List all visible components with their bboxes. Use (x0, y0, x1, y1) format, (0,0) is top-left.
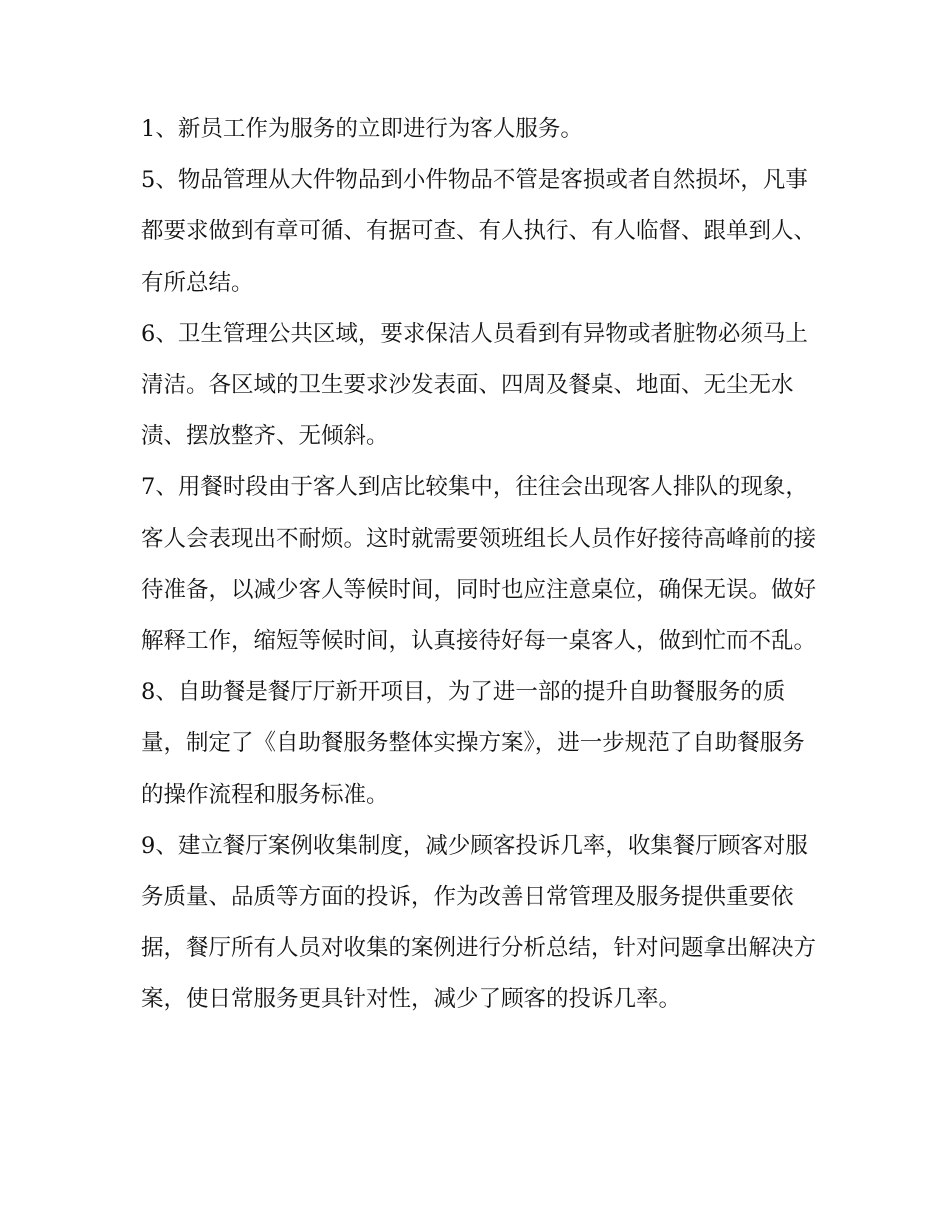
paragraph-item-7: 7、用餐时段由于客人到店比较集中，往往会出现客人排队的现象，客人会表现出不耐烦。这时就需要领班组长人员作好接待高峰前的接待准备，以减少客人等候时间，同时也应注意桌位，确保无误。做好解释工作，缩短等候时间，认真接待好每一桌客人，做到忙而不乱。 (141, 474, 817, 655)
document-body (141, 104, 821, 1026)
paragraph-item-6: 6、卫生管理公共区域，要求保洁人员看到有异物或者脏物必须马上清洁。各区域的卫生要求沙发表面、四周及餐桌、地面、无尘无水渍、摆放整齐、无倾斜。 (141, 320, 808, 450)
paragraph-item-1: 1、新员工作为服务的立即进行为客人服务。 (141, 116, 583, 142)
paragraph-item-8: 8、自助餐是餐厅厅新开项目，为了进一部的提升自助餐服务的质量，制定了《自助餐服务整体实操方案》，进一步规范了自助餐服务的操作流程和服务标准。 (141, 679, 805, 808)
paragraph-item-5: 5、物品管理从大件物品到小件物品不管是客损或者自然损坏，凡事都要求做到有章可循、有据可查、有人执行、有人临督、跟单到人、有所总结。 (141, 167, 817, 296)
paragraph-item-9: 9、建立餐厅案例收集制度，减少顾客投诉几率，收集餐厅顾客对服务质量、品质等方面的投诉，作为改善日常管理及服务提供重要依据，餐厅所有人员对收集的案例进行分析总结，针对问题拿出解决方案，使日常服务更具针对性，减少了顾客的投诉几率。 (141, 832, 817, 1013)
